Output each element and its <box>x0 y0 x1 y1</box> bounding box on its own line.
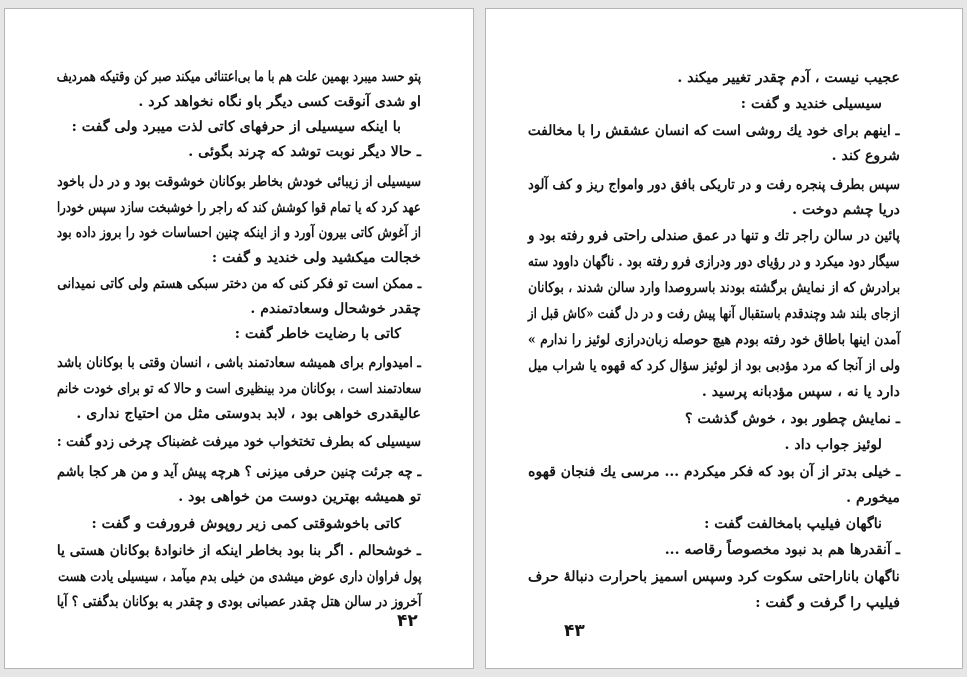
text-line: سیسیلی از زیبائی خودش بخاطر بوکانان خوشوقت بود و در دل باخود <box>56 174 421 190</box>
text-line: عهد کرد که یا تمام قوا کوشش کند که راجر را خوشبخت سازد سپس خودرا <box>57 200 421 216</box>
text-line: عجیب نیست ، آدم چقدر تغییر میکند . <box>677 70 900 86</box>
text-line: میخورم . <box>846 490 900 506</box>
text-line: ناگهان باناراحتی سکوت کرد وسپس اسمیز باحرارت دنبالهٔ حرف <box>528 569 900 585</box>
text-line: ـ امیدوارم برای همیشه سعادتمند باشی ، انسان وقتی با بوکانان باشد <box>57 355 421 371</box>
text-line: ـ نمایش چطور بود ، خوش گذشت ؟ <box>685 411 900 427</box>
left-book-page <box>4 8 474 669</box>
text-line: شروع کند . <box>831 148 900 164</box>
text-line: ولی از آنجا که مرد مؤدبی بود از لوئیز سؤال کرد که قهوه یا شراب میل <box>528 358 900 374</box>
text-line: پول فراوان داری عوض میشدی من خیلی بدم میآمد ، سیسیلی یادت هست <box>57 569 421 585</box>
right-book-page <box>485 8 963 669</box>
text-line: فیلیپ را گرفت و گفت : <box>755 595 900 611</box>
text-line: ـ آنقدرها هم بد نبود مخصوصاً رقاصه ... <box>664 542 900 558</box>
text-line: عالیقدری خواهی بود ، لابد بدوستی مثل من احتیاج نداری . <box>76 406 421 422</box>
text-line: سیسیلی که بطرف تختخواب خود میرفت غضبناک چرخی زدو گفت : <box>56 434 421 450</box>
text-line: ـ ممکن است تو فکر کنی که من دختر سبکی هستم ولی کاتی نمیدانی <box>56 276 421 292</box>
text-line: کاتی با رضایت خاطر گفت : <box>234 326 401 342</box>
page-number: ۴۳ <box>564 621 585 641</box>
left-page-text <box>5 9 473 668</box>
text-line: سپس بطرف پنجره رفت و در تاریکی بافق دور وامواج ریز و کف آلود <box>528 177 900 193</box>
text-line: تو همیشه بهترین دوست من خواهی بود . <box>178 489 421 505</box>
text-line: از آغوش کاتی بیرون آورد و از اینکه چنین احساسات خود را بروز داده بود <box>56 225 421 241</box>
text-line: او شدی آنوقت کسی دیگر باو نگاه نخواهد کرد . <box>138 94 421 110</box>
text-line: ازجای بلند شد وچندقدم باستقبال آنها پیش رفت و در دل گفت «کاش قبل از <box>528 306 900 322</box>
text-line: آمدن اینها باطاق خود رفته بودم هیچ حوصله زبان‌درازی لوئیز را ندارم » <box>527 332 900 348</box>
text-line: ناگهان فیلیپ بامخالفت گفت : <box>704 516 882 532</box>
text-line: دارد یا نه ، سپس مؤدبانه پرسید . <box>701 384 900 400</box>
text-line: سیگار دود میکرد و در رؤیای دور ودرازی فرو رفته بود . ناگهان داوود سته <box>528 254 900 270</box>
text-line: ـ چه جرئت چنین حرفی میزنی ؟ هرچه پیش آید و من هر کجا باشم <box>56 464 421 480</box>
text-line: آخروز در سالن هتل چقدر عصبانی بودی و چقدر به بوکانان بدگفتی ؟ آیا <box>56 594 421 610</box>
right-page-text <box>486 9 962 668</box>
text-line: با اینکه سیسیلی از حرفهای کاتی لذت میبرد ولی گفت : <box>71 119 401 135</box>
text-line: پتو حسد میبرد بهمین علت هم با ما بی‌اعتنائی میکند صبر کن وقتیکه همردیف <box>56 69 421 85</box>
page-number: ۴۲ <box>397 611 418 631</box>
text-line: چقدر خوشحال وسعادتمندم . <box>250 301 421 317</box>
text-line: ـ حالا دیگر نوبت توشد که چرند بگوئی . <box>188 144 421 160</box>
text-line: خجالت میکشید ولی خندید و گفت : <box>211 250 421 266</box>
text-line: ـ خوشحالم . اگر بنا بود بخاطر اینکه از خانوادهٔ بوکانان هستی یا <box>57 543 421 559</box>
text-line: برادرش که از نمایش برگشته بودند باسروصدا وارد سالن شدند ، بوکانان <box>527 280 900 296</box>
text-line: ـ خیلی بدتر از آن بود که فکر میکردم ... مرسی یك فنجان قهوه <box>527 464 900 480</box>
text-line: سعادتمند است ، بوکانان مرد بینظیری است و حالا که تو برای خودت خانم <box>56 381 421 397</box>
text-line: ـ اینهم برای خود یك روشی است که انسان عشقش را با مخالفت <box>528 123 900 139</box>
text-line: کاتی باخوشوقتی کمی زیر روپوش فرورفت و گفت : <box>91 516 401 532</box>
text-line: سیسیلی خندید و گفت : <box>740 96 882 112</box>
text-line: پائین در سالن راجر تك و تنها در عمق صندلی راحتی فرو رفته بود و <box>528 228 900 244</box>
text-line: لوئیز جواب داد . <box>784 437 882 453</box>
text-line: دریا چشم دوخت . <box>792 202 900 218</box>
